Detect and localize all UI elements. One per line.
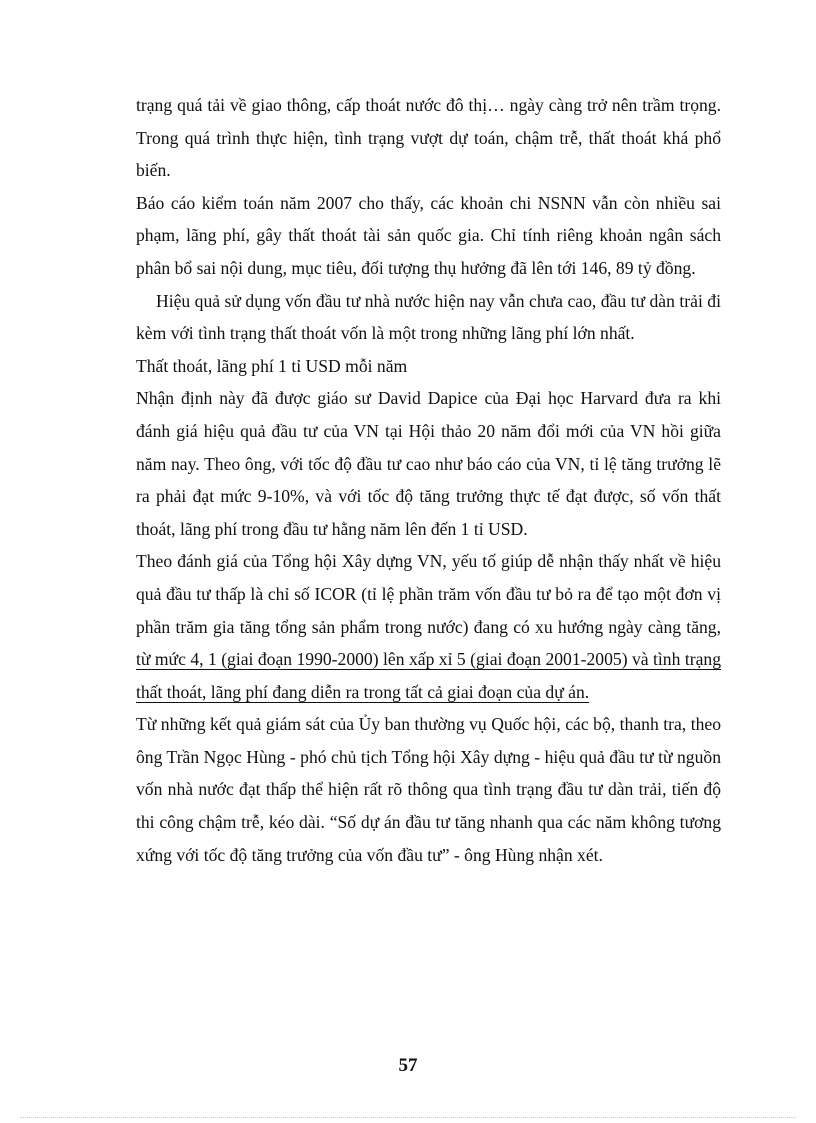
paragraph-investment-efficiency: Hiệu quả sử dụng vốn đầu tư nhà nước hiện nay vẫn chưa cao, đầu tư dàn trải đi kèm với tình trạng thất thoát vốn là một trong những lãng phí lớn nhất. <box>136 290 721 344</box>
underlined-icor-passage: từ mức 4, 1 (giai đoạn 1990-2000) lên xấp xỉ 5 (giai đoạn 2001-2005) và tình trạng thất thoát, lãng phí đang diễn ra trong tất cả giai đoạn của dự án. <box>136 649 721 702</box>
paragraph-audit-report-2007: Báo cáo kiểm toán năm 2007 cho thấy, các khoản chi NSNN vẫn còn nhiều sai phạm, lãng phí, gây thất thoát tài sản quốc gia. Chỉ tính riêng khoản ngân sách phân bổ sai nội dung, mục tiêu, đối tượng thụ hưởng đã lên tới 146, 89 tỷ đồng. <box>136 192 721 278</box>
paragraph-supervision-results: Từ những kết quả giám sát của Ủy ban thường vụ Quốc hội, các bộ, thanh tra, theo ông Trần Ngọc Hùng - phó chủ tịch Tổng hội Xây dựng - hiệu quả đầu tư từ nguồn vốn nhà nước đạt thấp thể hiện rất rõ thông qua tình trạng đầu tư dàn trải, tiến độ thi công chậm trễ, kéo dài. “Số dự án đầu tư tăng nhanh qua các năm không tương xứng với tốc độ tăng trưởng của vốn đầu tư” - ông Hùng nhận xét. <box>136 714 721 865</box>
paragraph-icor <box>136 545 721 708</box>
paragraph-david-dapice: Nhận định này đã được giáo sư David Dapice của Đại học Harvard đưa ra khi đánh giá hiệu quả đầu tư của VN tại Hội thảo 20 năm đổi mới của VN hồi giữa năm nay. Theo ông, với tốc độ đầu tư cao như báo cáo của VN, tỉ lệ tăng trưởng lẽ ra phải đạt mức 9-10%, và với tốc độ tăng trưởng thực tế đạt được, số vốn thất thoát, lãng phí trong đầu tư hằng năm lên đến 1 tỉ USD. <box>136 388 721 539</box>
document-body <box>136 89 721 871</box>
paragraph-urban-overload: trạng quá tải về giao thông, cấp thoát nước đô thị… ngày càng trở nên trầm trọng. Trong quá trình thực hiện, tình trạng vượt dự toán, chậm trễ, thất thoát khá phổ biến. <box>136 95 721 181</box>
footer-dotted-rule <box>20 1117 796 1118</box>
page-number: 57 <box>398 1055 418 1076</box>
section-heading-loss-1-billion: Thất thoát, lãng phí 1 tỉ USD mỗi năm <box>136 355 408 376</box>
paragraph-icor-text: Theo đánh giá của Tổng hội Xây dựng VN, yếu tố giúp dễ nhận thấy nhất về hiệu quả đầu tư thấp là chỉ số ICOR (tỉ lệ phần trăm vốn đầu tư bỏ ra để tạo một đơn vị phần trăm gia tăng tổng sản phẩm trong nước) đang có xu hướng ngày càng tăng, <box>136 551 721 637</box>
